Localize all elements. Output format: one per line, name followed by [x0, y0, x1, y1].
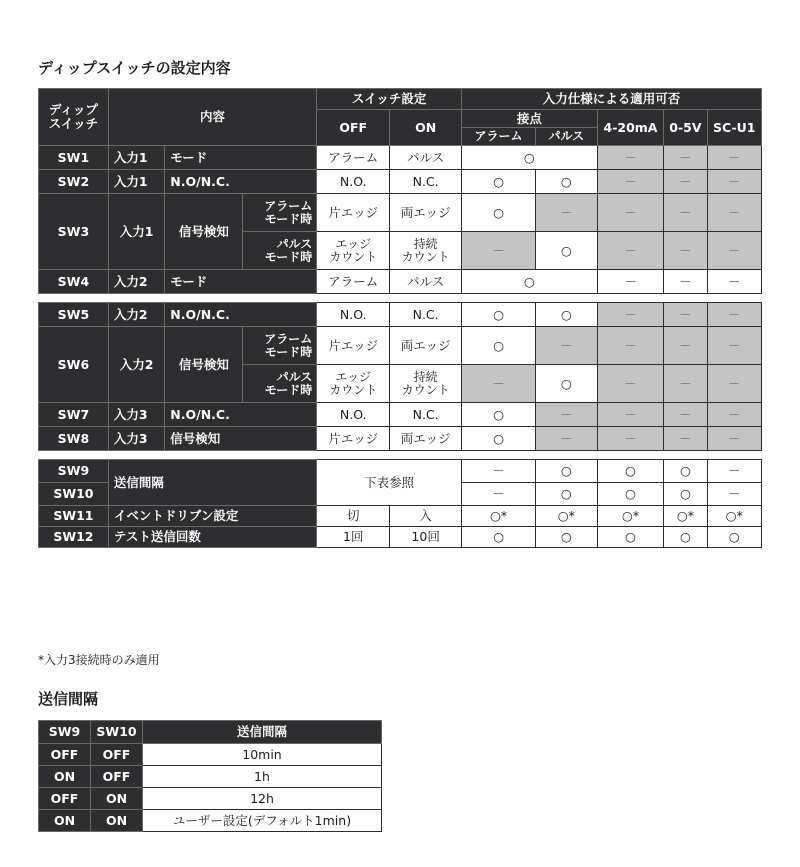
header-sw9: SW9: [39, 721, 91, 744]
scu1-cell: ○: [707, 527, 762, 548]
scu1-cell: －: [707, 365, 762, 403]
item-label: モード: [165, 146, 317, 170]
alarm-cell: ○: [462, 327, 536, 365]
input-label: 入力3: [108, 403, 164, 427]
input-label: 入力2: [108, 327, 164, 403]
pulse-cell: －: [536, 403, 598, 427]
on-value: N.C.: [390, 170, 462, 194]
ma-cell: ○*: [597, 506, 664, 527]
v-cell: －: [664, 146, 707, 170]
header-switch-setting: スイッチ設定: [317, 89, 462, 110]
page-title: ディップスイッチの設定内容: [38, 59, 231, 77]
ma-cell: －: [597, 303, 664, 327]
pulse-cell: ○: [536, 303, 598, 327]
alarm-cell: ○: [462, 403, 536, 427]
scu1-cell: －: [707, 232, 762, 270]
off-value: アラーム: [317, 270, 390, 294]
alarm-cell: ○: [462, 527, 536, 548]
scu1-cell: －: [707, 303, 762, 327]
v-cell: －: [664, 403, 707, 427]
sw-label: SW2: [39, 170, 109, 194]
ma-cell: －: [597, 327, 664, 365]
sw-label: SW12: [39, 527, 109, 548]
contact-cell: ○: [462, 270, 598, 294]
item-label: 信号検知: [165, 427, 317, 451]
ma-cell: －: [597, 427, 664, 451]
scu1-cell: －: [707, 460, 762, 483]
contact-cell: ○: [462, 146, 598, 170]
scu1-cell: －: [707, 403, 762, 427]
off-value: エッジ カウント: [317, 365, 390, 403]
sw-label: SW5: [39, 303, 109, 327]
scu1-cell: －: [707, 327, 762, 365]
sw10-value: OFF: [91, 766, 143, 788]
scu1-cell: －: [707, 170, 762, 194]
sw9-value: ON: [39, 766, 91, 788]
pulse-cell: ○: [536, 232, 598, 270]
ma-cell: －: [597, 232, 664, 270]
off-value: N.O.: [317, 303, 390, 327]
off-value: エッジ カウント: [317, 232, 390, 270]
pulse-cell: －: [536, 327, 598, 365]
interval-value: 1h: [143, 766, 382, 788]
header-4-20ma: 4-20mA: [597, 110, 664, 146]
sw-label: SW9: [39, 460, 109, 483]
on-value: 10回: [390, 527, 462, 548]
item-label: N.O/N.C.: [165, 303, 317, 327]
item-label: 信号検知: [165, 194, 243, 270]
input-label: 入力1: [108, 170, 164, 194]
v-cell: ○*: [664, 506, 707, 527]
header-on: ON: [390, 110, 462, 146]
table-row: [39, 170, 762, 194]
off-value: N.O.: [317, 403, 390, 427]
sw-label: SW8: [39, 427, 109, 451]
sw-label: SW11: [39, 506, 109, 527]
scu1-cell: －: [707, 427, 762, 451]
on-value: N.C.: [390, 403, 462, 427]
item-label: モード: [165, 270, 317, 294]
header-pulse: パルス: [536, 128, 598, 146]
header-dip-switch: ディップ スイッチ: [39, 89, 109, 146]
scu1-cell: ○*: [707, 506, 762, 527]
off-value: 片エッジ: [317, 327, 390, 365]
pulse-cell: ○: [536, 365, 598, 403]
ma-cell: －: [597, 270, 664, 294]
table-row: [39, 506, 762, 527]
ma-cell: ○: [597, 527, 664, 548]
interval-value: 12h: [143, 788, 382, 810]
on-value: 持続 カウント: [390, 232, 462, 270]
pulse-cell: －: [536, 427, 598, 451]
input-label: 入力2: [108, 270, 164, 294]
sw-label: SW3: [39, 194, 109, 270]
header-0-5v: 0-5V: [664, 110, 707, 146]
alarm-cell: －: [462, 460, 536, 483]
ma-cell: －: [597, 146, 664, 170]
item-label: イベントドリブン設定: [108, 506, 316, 527]
footnote: *入力3接続時のみ適用: [38, 653, 160, 667]
v-cell: －: [664, 327, 707, 365]
mode-label-pulse: パルス モード時: [243, 365, 317, 403]
item-label: N.O/N.C.: [165, 403, 317, 427]
table-row: [39, 810, 382, 832]
ma-cell: －: [597, 365, 664, 403]
sw-label: SW10: [39, 483, 109, 506]
sw-label: SW6: [39, 327, 109, 403]
header-contact: 接点: [462, 110, 598, 128]
on-value: 両エッジ: [390, 194, 462, 232]
alarm-cell: ○: [462, 194, 536, 232]
off-value: アラーム: [317, 146, 390, 170]
header-sc-u1: SC-U1: [707, 110, 762, 146]
input-label: 入力1: [108, 146, 164, 170]
scu1-cell: －: [707, 146, 762, 170]
pulse-cell: ○: [536, 483, 598, 506]
interval-value: 10min: [143, 744, 382, 766]
v-cell: －: [664, 427, 707, 451]
off-value: 1回: [317, 527, 390, 548]
off-value: 片エッジ: [317, 194, 390, 232]
table-row: [39, 270, 762, 294]
alarm-cell: ○: [462, 170, 536, 194]
sw-label: SW4: [39, 270, 109, 294]
v-cell: －: [664, 365, 707, 403]
table-row: [39, 460, 762, 483]
mode-label-alarm: アラーム モード時: [243, 327, 317, 365]
input-label: 入力2: [108, 303, 164, 327]
ma-cell: －: [597, 403, 664, 427]
item-label: 信号検知: [165, 327, 243, 403]
interval-table: [38, 720, 382, 832]
header-alarm: アラーム: [462, 128, 536, 146]
input-label: 入力1: [108, 194, 164, 270]
ma-cell: －: [597, 194, 664, 232]
alarm-cell: －: [462, 232, 536, 270]
item-label: 送信間隔: [108, 460, 316, 506]
sw10-value: OFF: [91, 744, 143, 766]
sw10-value: ON: [91, 810, 143, 832]
sw9-value: OFF: [39, 744, 91, 766]
v-cell: ○: [664, 527, 707, 548]
input-label: 入力3: [108, 427, 164, 451]
pulse-cell: －: [536, 194, 598, 232]
v-cell: －: [664, 232, 707, 270]
table-row: [39, 403, 762, 427]
section-title: 送信間隔: [38, 690, 99, 708]
v-cell: －: [664, 270, 707, 294]
v-cell: －: [664, 170, 707, 194]
off-value: 切: [317, 506, 390, 527]
on-value: 両エッジ: [390, 427, 462, 451]
mode-label-pulse: パルス モード時: [243, 232, 317, 270]
sw9-value: OFF: [39, 788, 91, 810]
header-applicability: 入力仕様による適用可否: [462, 89, 762, 110]
header-sw10: SW10: [91, 721, 143, 744]
alarm-cell: ○: [462, 427, 536, 451]
sw-label: SW1: [39, 146, 109, 170]
ma-cell: －: [597, 170, 664, 194]
ma-cell: ○: [597, 483, 664, 506]
off-value: N.O.: [317, 170, 390, 194]
alarm-cell: ○*: [462, 506, 536, 527]
pulse-cell: ○*: [536, 506, 598, 527]
setting-value: 下表参照: [317, 460, 462, 506]
table-row: [39, 303, 762, 327]
table-row: [39, 766, 382, 788]
table-row: [39, 427, 762, 451]
dip-switch-table: [38, 88, 762, 548]
on-value: N.C.: [390, 303, 462, 327]
sw-label: SW7: [39, 403, 109, 427]
off-value: 片エッジ: [317, 427, 390, 451]
v-cell: －: [664, 303, 707, 327]
table-row: [39, 527, 762, 548]
sw10-value: ON: [91, 788, 143, 810]
scu1-cell: －: [707, 270, 762, 294]
table-row: [39, 744, 382, 766]
ma-cell: ○: [597, 460, 664, 483]
table-row: [39, 788, 382, 810]
scu1-cell: －: [707, 194, 762, 232]
header-content: 内容: [108, 89, 316, 146]
item-label: テスト送信回数: [108, 527, 316, 548]
on-value: 入: [390, 506, 462, 527]
on-value: パルス: [390, 146, 462, 170]
v-cell: ○: [664, 483, 707, 506]
header-interval: 送信間隔: [143, 721, 382, 744]
sw9-value: ON: [39, 810, 91, 832]
alarm-cell: －: [462, 483, 536, 506]
on-value: 両エッジ: [390, 327, 462, 365]
pulse-cell: ○: [536, 460, 598, 483]
item-label: N.O/N.C.: [165, 170, 317, 194]
table-row: [39, 194, 762, 232]
on-value: パルス: [390, 270, 462, 294]
v-cell: ○: [664, 460, 707, 483]
alarm-cell: －: [462, 365, 536, 403]
pulse-cell: ○: [536, 170, 598, 194]
v-cell: －: [664, 194, 707, 232]
pulse-cell: ○: [536, 527, 598, 548]
scu1-cell: －: [707, 483, 762, 506]
interval-value: ユーザー設定(デフォルト1min): [143, 810, 382, 832]
on-value: 持続 カウント: [390, 365, 462, 403]
mode-label-alarm: アラーム モード時: [243, 194, 317, 232]
alarm-cell: ○: [462, 303, 536, 327]
header-off: OFF: [317, 110, 390, 146]
table-row: [39, 146, 762, 170]
table-row: [39, 327, 762, 365]
